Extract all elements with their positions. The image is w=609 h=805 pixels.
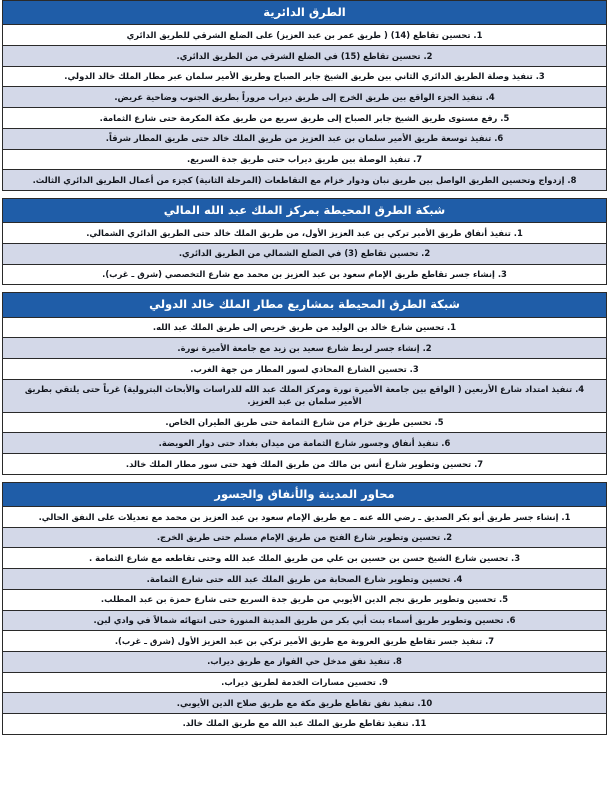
list-item: 2. تحسين تقاطع (15) في الضلع الشرقي من الطريق الدائري. — [3, 46, 606, 67]
list-item: 8. إزدواج وتحسين الطريق الواصل بين طريق نبان ودوار خزام مع التقاطعات (المرحلة الثانية) كجزء من أعمال الطريق الدائري الثالث. — [3, 170, 606, 190]
section-city-axes-tunnels-bridges — [2, 482, 607, 735]
list-item: 5. رفع مستوى طريق الشيخ جابر الصباح إلى طريق سريع من طريق مكة المكرمة حتى شارع الثمامة. — [3, 108, 606, 129]
list-item: 9. تحسين مسارات الخدمة لطريق ديراب. — [3, 673, 606, 694]
section-ring-roads — [2, 0, 607, 191]
list-item: 6. تحسين وتطوير طريق أسماء بنت أبي بكر من طريق المدينة المنورة حتى انتهائه شمالاً في وادي لبن. — [3, 611, 606, 632]
list-item: 3. تنفيذ وصلة الطريق الدائري الثاني بين طريق الشيخ جابر الصباح وطريق الأمير سلمان عبر مطار الملك خالد الدولي. — [3, 67, 606, 88]
list-item: 3. تحسين الشارع المحاذي لسور المطار من جهة الغرب. — [3, 359, 606, 380]
list-item: 3. تحسين شارع الشيخ حسن بن حسين بن علي من طريق الملك عبد الله وحتى تقاطعه مع شارع الثمامة . — [3, 548, 606, 569]
list-item: 1. إنشاء جسر طريق أبو بكر الصديق ـ رضي الله عنه ـ مع طريق الإمام سعود بن عبد العزيز بن محمد مع تعديلات على النفق الحالي. — [3, 507, 606, 528]
section-title: شبكة الطرق المحيطة بمشاريع مطار الملك خالد الدولي — [3, 292, 606, 317]
list-item: 2. تحسين تقاطع (3) في الضلع الشمالي من الطريق الدائري. — [3, 244, 606, 265]
list-item: 5. تحسين طريق خزام من شارع الثمامة حتى طريق الطيران الخاص. — [3, 413, 606, 434]
list-item: 7. تنفيذ الوصلة بين طريق ديراب حتى طريق جدة السريع. — [3, 150, 606, 171]
list-item: 10. تنفيذ نفق تقاطع طريق مكة مع طريق صلاح الدين الأيوبي. — [3, 693, 606, 714]
list-item: 1. تنفيذ أنفاق طريق الأمير تركي بن عبد العزيز الأول، من طريق الملك خالد حتى الطريق الدائري الشمالي. — [3, 223, 606, 244]
list-item: 8. تنفيذ نفق مدخل حي الفواز مع طريق ديراب. — [3, 652, 606, 673]
list-item: 6. تنفيذ توسعة طريق الأمير سلمان بن عبد العزيز من طريق الملك خالد حتى طريق المطار شرقاً. — [3, 129, 606, 150]
list-item: 2. تحسين وتطوير شارع الفتح من طريق الإمام مسلم حتى طريق الخرج. — [3, 528, 606, 549]
list-item: 11. تنفيذ تقاطع طريق الملك عبد الله مع طريق الملك خالد. — [3, 714, 606, 734]
section-title: الطرق الدائرية — [3, 0, 606, 25]
section-title: محاور المدينة والأنفاق والجسور — [3, 482, 606, 507]
list-item: 5. تحسين وتطوير طريق نجم الدين الأيوبي من طريق جدة السريع حتى شارع حمزة بن عبد المطلب. — [3, 590, 606, 611]
list-item: 7. تنفيذ جسر تقاطع طريق العروبة مع طريق الأمير تركي بن عبد العزيز الأول (شرق ـ غرب). — [3, 631, 606, 652]
list-item: 3. إنشاء جسر تقاطع طريق الإمام سعود بن عبد العزيز بن محمد مع شارع التخصصي (شرق ـ غرب). — [3, 265, 606, 285]
list-item: 2. إنشاء جسر لربط شارع سعيد بن زيد مع جامعة الأميرة نورة. — [3, 338, 606, 359]
list-item: 4. تنفيذ الجزء الواقع بين طريق الخرج إلى طريق ديراب مروراً بطريق الجنوب وضاحية عريض. — [3, 87, 606, 108]
list-item: 7. تحسين وتطوير شارع أنس بن مالك من طريق الملك فهد حتى سور مطار الملك خالد. — [3, 454, 606, 474]
list-item: 6. تنفيذ أنفاق وجسور شارع الثمامة من ميدان بغداد حتى دوار العويضة. — [3, 433, 606, 454]
section-title: شبكة الطرق المحيطة بمركز الملك عبد الله المالي — [3, 198, 606, 223]
list-item: 1. تحسين تقاطع (14) ( طريق عمر بن عبد العزيز) على الضلع الشرقي للطريق الدائري — [3, 25, 606, 46]
section-airport-roads — [2, 292, 607, 474]
list-item: 1. تحسين شارع خالد بن الوليد من طريق خريص إلى طريق الملك عبد الله. — [3, 318, 606, 339]
section-kafd-roads — [2, 198, 607, 285]
list-item: 4. تنفيذ امتداد شارع الأربعين ( الواقع بين جامعة الأميرة نورة ومركز الملك عبد الله للدراسات والأبحاث البترولية) غرباً حتى يلتقي بطريق الأمير سلمان بن عبد العزيز. — [3, 380, 606, 413]
list-item: 4. تحسين وتطوير شارع الصحابة من طريق الملك عبد الله حتى شارع الثمامة. — [3, 569, 606, 590]
